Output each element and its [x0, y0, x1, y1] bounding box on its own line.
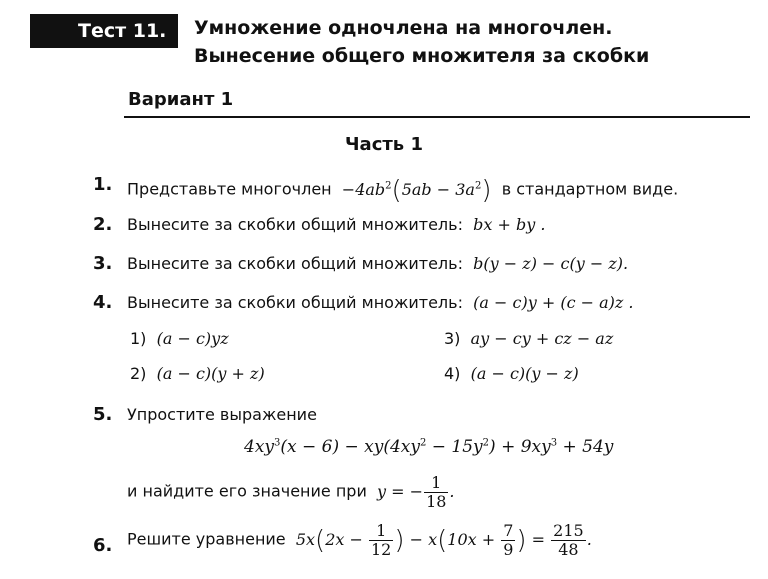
task-4-option-4-expression: (a − c)(y − z) — [465, 364, 579, 383]
fraction-1 — [369, 522, 393, 558]
variant-heading: Вариант 1 — [128, 89, 234, 110]
task-6-equation: 5x(2x − $\frac{1}{12}$ ) − x(10x + $\frac{7}{9}$ ) = $\frac{215}{48}$ . — [290, 521, 592, 559]
task-1-expression: $-4ab^2(5ab - 3a^2)$ — [336, 175, 492, 205]
fraction-3 — [551, 522, 586, 558]
task-4-option-4 — [444, 364, 579, 383]
task-3-text: Вынесите за скобки общий множитель: — [127, 254, 463, 273]
task-5-text: Упростите выражение — [127, 405, 317, 424]
fraction-3-denominator: 48 — [551, 540, 586, 559]
task-3-number: 3. — [93, 253, 113, 274]
task-4-number: 4. — [93, 292, 113, 313]
task-4-option-3 — [444, 329, 613, 348]
task-4-text: Вынесите за скобки общий множитель: — [127, 293, 463, 312]
fraction-y-numerator: 1 — [431, 473, 442, 492]
task-1-suffix: в стандартном виде. — [501, 179, 679, 199]
task-6-text: Решите уравнение — [127, 529, 286, 549]
fraction-1-numerator: 1 — [376, 521, 387, 540]
task-5-number: 5. — [93, 404, 113, 425]
task-5-text-2: и найдите его значение при — [127, 481, 367, 501]
fraction-y — [424, 474, 448, 510]
task-1 — [127, 175, 678, 205]
task-3 — [127, 254, 628, 273]
test-number: Тест 11. — [78, 20, 167, 42]
task-4-option-1-label: 1) — [130, 329, 147, 348]
task-5-expression: $4xy^3(x - 6) - xy(4xy^2 - 15y^2) + 9xy^3 + 54y$ — [244, 437, 614, 457]
task-2-expression: bx + by . — [468, 215, 546, 234]
test-title-line-2: Вынесение общего множителя за скобки — [194, 45, 650, 67]
part-heading: Часть 1 — [345, 134, 423, 155]
task-2-number: 2. — [93, 214, 113, 235]
task-4-option-1 — [130, 329, 229, 348]
fraction-2 — [501, 522, 515, 558]
task-5-condition — [127, 474, 455, 510]
test-number-badge — [30, 14, 178, 48]
task-4-expression: (a − c)y + (c − a)z . — [468, 293, 634, 312]
task-4-option-2-expression: (a − c)(y + z) — [151, 364, 265, 383]
fraction-3-numerator: 215 — [553, 521, 584, 540]
task-4-option-2-label: 2) — [130, 364, 147, 383]
task-4-option-4-label: 4) — [444, 364, 461, 383]
task-5-value: y = − $\frac{1}{18}$ . — [371, 473, 455, 511]
divider — [124, 116, 750, 118]
task-4-option-3-expression: ay − cy + cz − az — [465, 329, 614, 348]
task-1-number: 1. — [93, 174, 113, 195]
test-title-line-1: Умножение одночлена на многочлен. — [194, 17, 613, 39]
task-3-expression: b(y − z) − c(y − z). — [468, 254, 629, 273]
task-6 — [127, 522, 592, 558]
fraction-2-denominator: 9 — [503, 539, 514, 559]
task-4-option-2 — [130, 364, 265, 383]
task-4 — [127, 293, 634, 312]
task-4-option-1-expression: (a − c)yz — [151, 329, 229, 348]
task-4-option-3-label: 3) — [444, 329, 461, 348]
fraction-1-denominator: 12 — [370, 539, 392, 559]
task-2 — [127, 215, 545, 234]
fraction-y-denominator: 18 — [426, 491, 447, 511]
fraction-2-numerator: 7 — [503, 521, 514, 540]
task-1-text: Представьте многочлен — [127, 179, 332, 199]
task-6-number: 6. — [93, 535, 113, 556]
task-2-text: Вынесите за скобки общий множитель: — [127, 215, 463, 234]
